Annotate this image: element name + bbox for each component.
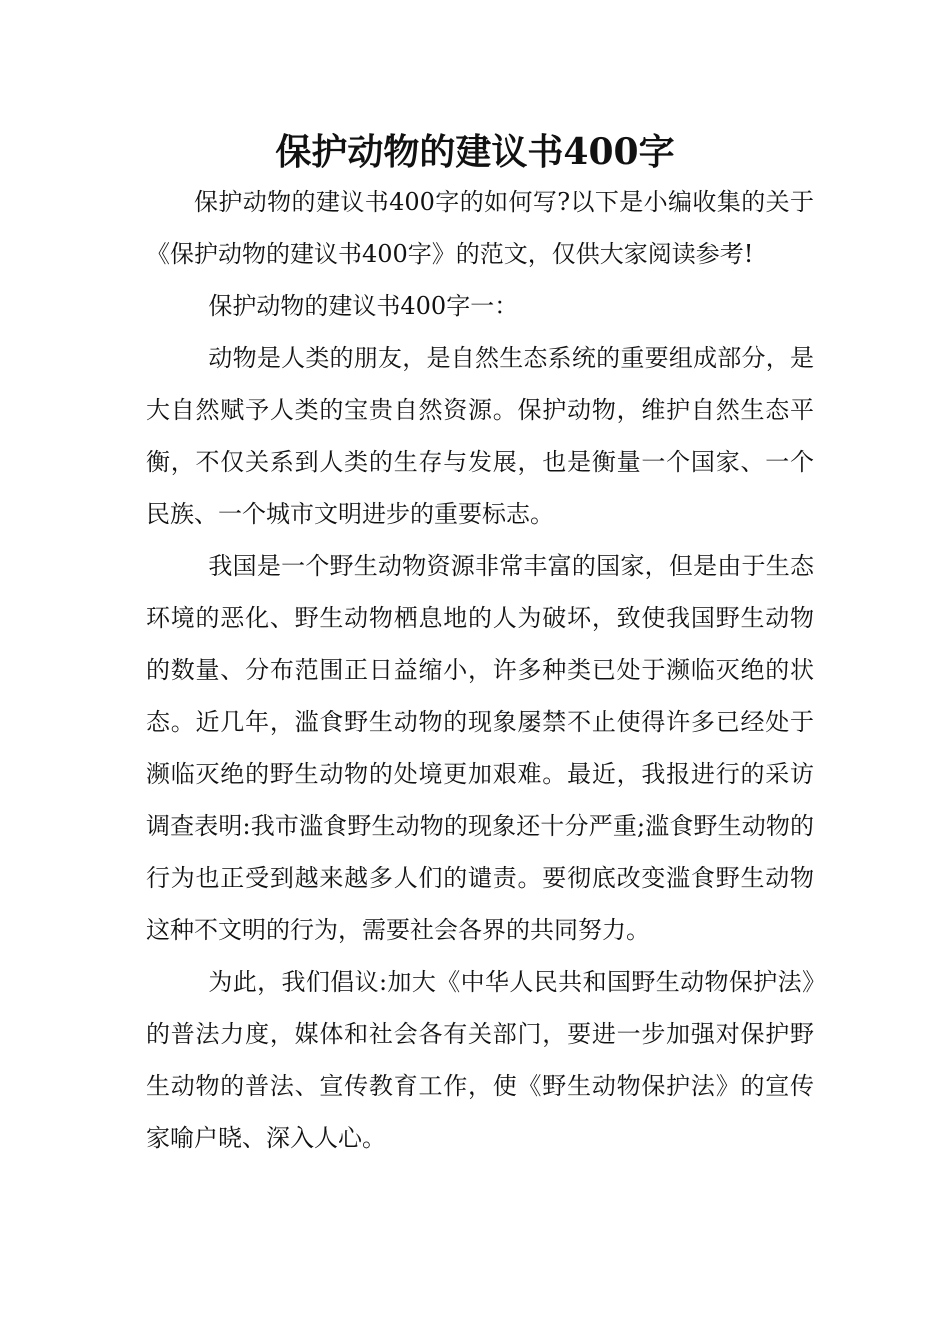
- body-paragraph-2: 我国是一个野生动物资源非常丰富的国家，但是由于生态环境的恶化、野生动物栖息地的人为破坏，致使我国野生动物的数量、分布范围正日益缩小，许多种类已处于濒临灭绝的状态。近几年，滥食野生动物的现象屡禁不止使得许多已经处于濒临灭绝的野生动物的处境更加艰难。最近，我报进行的采访调查表明:我市滥食野生动物的现象还十分严重;滥食野生动物的行为也正受到越来越多人们的谴责。要彻底改变滥食野生动物这种不文明的行为，需要社会各界的共同努力。: [146, 552, 814, 944]
- body-paragraph-3: 为此，我们倡议:加大《中华人民共和国野生动物保护法》的普法力度，媒体和社会各有关部门，要进一步加强对保护野生动物的普法、宣传教育工作，使《野生动物保护法》的宣传家喻户晓、深入人心。: [146, 968, 814, 1152]
- body-paragraph-1: 动物是人类的朋友，是自然生态系统的重要组成部分，是大自然赋予人类的宝贵自然资源。保护动物，维护自然生态平衡，不仅关系到人类的生存与发展，也是衡量一个国家、一个民族、一个城市文明进步的重要标志。: [146, 344, 814, 528]
- document-title: 保护动物的建议书400字: [275, 131, 675, 173]
- intro-paragraph: 保护动物的建议书400字的如何写?以下是小编收集的关于《保护动物的建议书400字》的范文，仅供大家阅读参考!: [146, 188, 814, 268]
- section-heading: 保护动物的建议书400字一：: [208, 292, 519, 320]
- document-body: [146, 176, 814, 1164]
